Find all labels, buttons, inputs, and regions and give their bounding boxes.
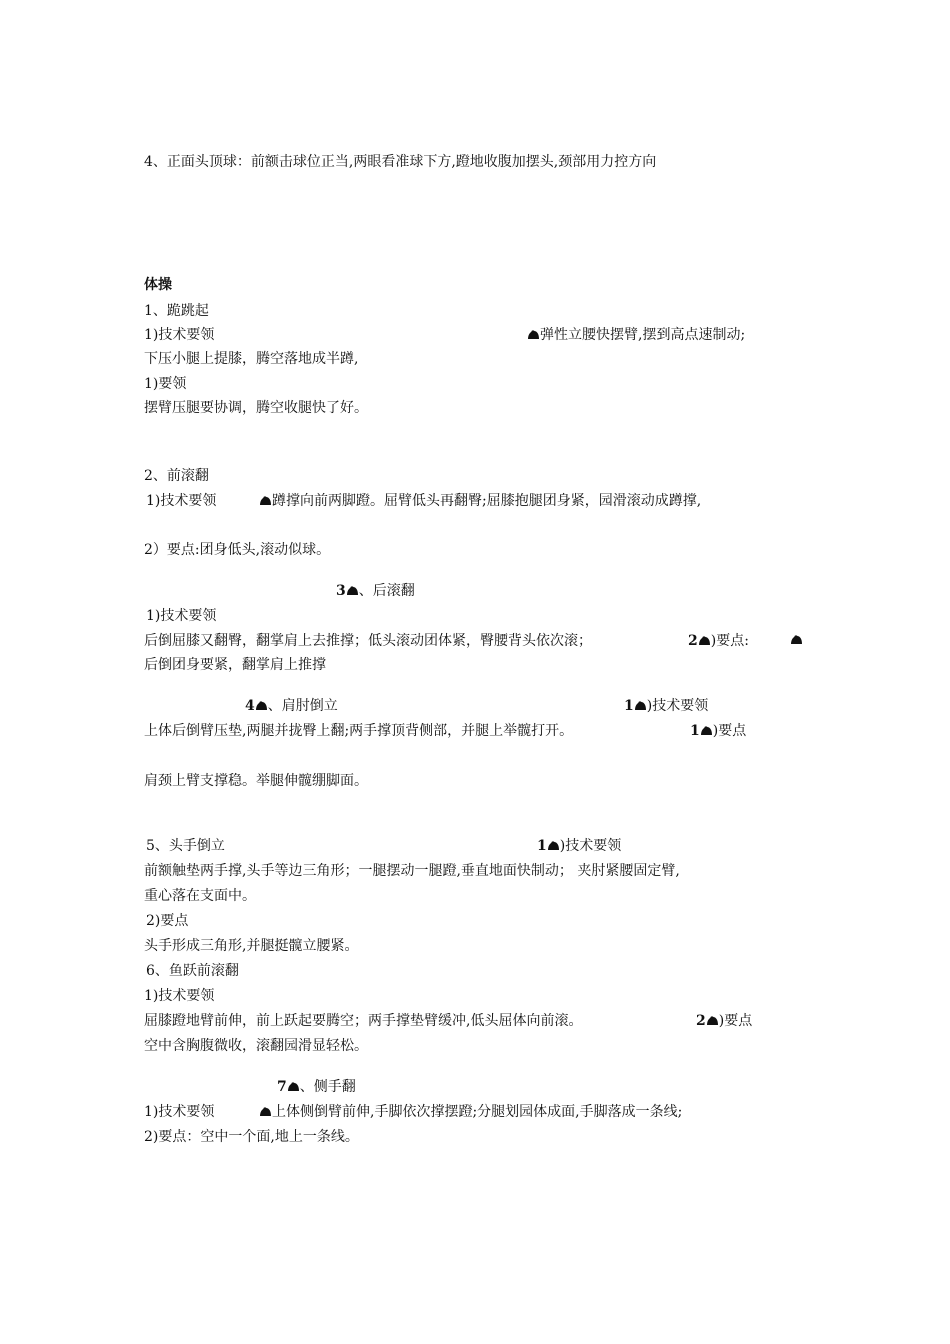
s2-heading: 2、前滚翻 (144, 468, 209, 484)
s4-tech-label (624, 696, 708, 716)
s1-tech-text-1 (527, 325, 745, 345)
s3-key-label (688, 631, 749, 651)
section-title-gymnastics: 体操 (144, 277, 172, 293)
bullet-glyph-icon (790, 634, 803, 645)
s3-key-text: 后倒团身要紧，翻掌肩上推撑 (144, 657, 326, 673)
s7-tech-text-content: 上体侧倒臂前伸,手脚依次撑摆蹬;分腿划园体成面,手脚落成一条线; (272, 1104, 683, 1120)
s3-heading-num: 3 (336, 583, 346, 599)
s3-heading (336, 581, 415, 601)
s6-key-label-text: )要点 (718, 1013, 753, 1029)
s2-tech-text-content: 蹲撑向前两脚蹬。屈臂低头再翻臀;屈膝抱腿团身紧，园滑滚动成蹲撑, (272, 493, 702, 509)
s4-tech-text: 上体后倒臂压垫,两腿并拢臀上翻;两手撑顶背侧部，并腿上举髋打开。 (144, 723, 574, 739)
s6-tech-text: 屈膝蹬地臂前伸，前上跃起要腾空；两手撑垫臂缓冲,低头屈体向前滚。 (144, 1013, 583, 1029)
s1-key-text: 摆臂压腿要协调，腾空收腿快了好。 (144, 400, 368, 416)
s3-trailing-marker (790, 631, 803, 651)
bullet-glyph-icon (547, 840, 560, 851)
s1-tech-text-2: 下压小腿上提膝，腾空落地成半蹲, (144, 351, 359, 367)
bullet-glyph-icon (634, 700, 647, 711)
s7-heading-text: 、侧手翻 (299, 1079, 356, 1095)
s1-heading: 1、跪跳起 (144, 303, 209, 319)
s4-tech-num: 1 (624, 698, 634, 714)
s5-tech-text-1: 前额触垫两手撑,头手等边三角形；一腿摆动一腿蹬,垂直地面快制动； 夹肘紧腰固定臂, (144, 863, 680, 879)
s3-heading-text: 、后滚翻 (358, 583, 415, 599)
s6-key-num: 2 (696, 1013, 706, 1029)
s7-key-text: 2)要点：空中一个面,地上一条线。 (144, 1129, 359, 1145)
s4-key-label-text: )要点 (712, 723, 747, 739)
marker-wrap (527, 327, 540, 343)
s4-heading-num: 4 (245, 698, 255, 714)
bullet-glyph-icon (527, 329, 540, 340)
s6-key-label (696, 1011, 752, 1031)
s6-tech-label: 1)技术要领 (144, 988, 215, 1004)
s5-tech-text-2: 重心落在支面中。 (144, 888, 256, 904)
s2-key-text: 2）要点:团身低头,滚动似球。 (144, 542, 331, 558)
s6-heading: 6、鱼跃前滚翻 (146, 963, 239, 979)
bullet-glyph-icon (698, 635, 711, 646)
s4-key-label (690, 721, 746, 741)
s3-key-num: 2 (688, 633, 698, 649)
s5-tech-num: 1 (537, 838, 547, 854)
s4-heading (245, 696, 338, 716)
football-header-line: 4、正面头顶球：前额击球位正当,两眼看准球下方,蹬地收腹加摆头,颈部用力控方向 (144, 154, 657, 170)
s4-key-text: 肩颈上臂支撑稳。举腿伸髋绷脚面。 (144, 773, 368, 789)
s5-key-label: 2)要点 (146, 913, 189, 929)
s3-tech-label: 1)技术要领 (146, 608, 217, 624)
s7-heading-num: 7 (277, 1079, 287, 1095)
s5-tech-label-text: )技术要领 (559, 838, 622, 854)
bullet-glyph-icon (255, 700, 268, 711)
s4-heading-text: 、肩肘倒立 (267, 698, 338, 714)
bullet-glyph-icon (259, 1106, 272, 1117)
bullet-glyph-icon (259, 495, 272, 506)
bullet-glyph-icon (700, 725, 713, 736)
s5-key-text: 头手形成三角形,并腿挺髋立腰紧。 (144, 938, 359, 954)
s3-key-label-text: )要点: (710, 633, 749, 649)
s2-tech-text (259, 491, 701, 511)
bullet-glyph-icon (287, 1081, 300, 1092)
s5-tech-label (537, 836, 621, 856)
s7-heading (277, 1077, 356, 1097)
s7-tech-text (259, 1102, 682, 1122)
s7-tech-label: 1)技术要领 (144, 1104, 215, 1120)
s1-tech-text-1-content: 弹性立腰快摆臂,摆到高点速制动; (540, 327, 746, 343)
s1-key-label: 1)要领 (144, 376, 187, 392)
bullet-glyph-icon (346, 585, 359, 596)
bullet-glyph-icon (706, 1015, 719, 1026)
s3-tech-text: 后倒屈膝又翻臀，翻掌肩上去推撑；低头滚动团体紧，臀腰背头依次滚； (144, 633, 592, 649)
s4-key-num: 1 (690, 723, 700, 739)
s1-tech-label: 1)技术要领 (144, 327, 215, 343)
s2-tech-label: 1)技术要领 (146, 493, 217, 509)
s5-heading: 5、头手倒立 (146, 838, 225, 854)
s6-key-text: 空中含胸腹微收，滚翻园滑显轻松。 (144, 1038, 368, 1054)
s4-tech-label-text: )技术要领 (646, 698, 709, 714)
